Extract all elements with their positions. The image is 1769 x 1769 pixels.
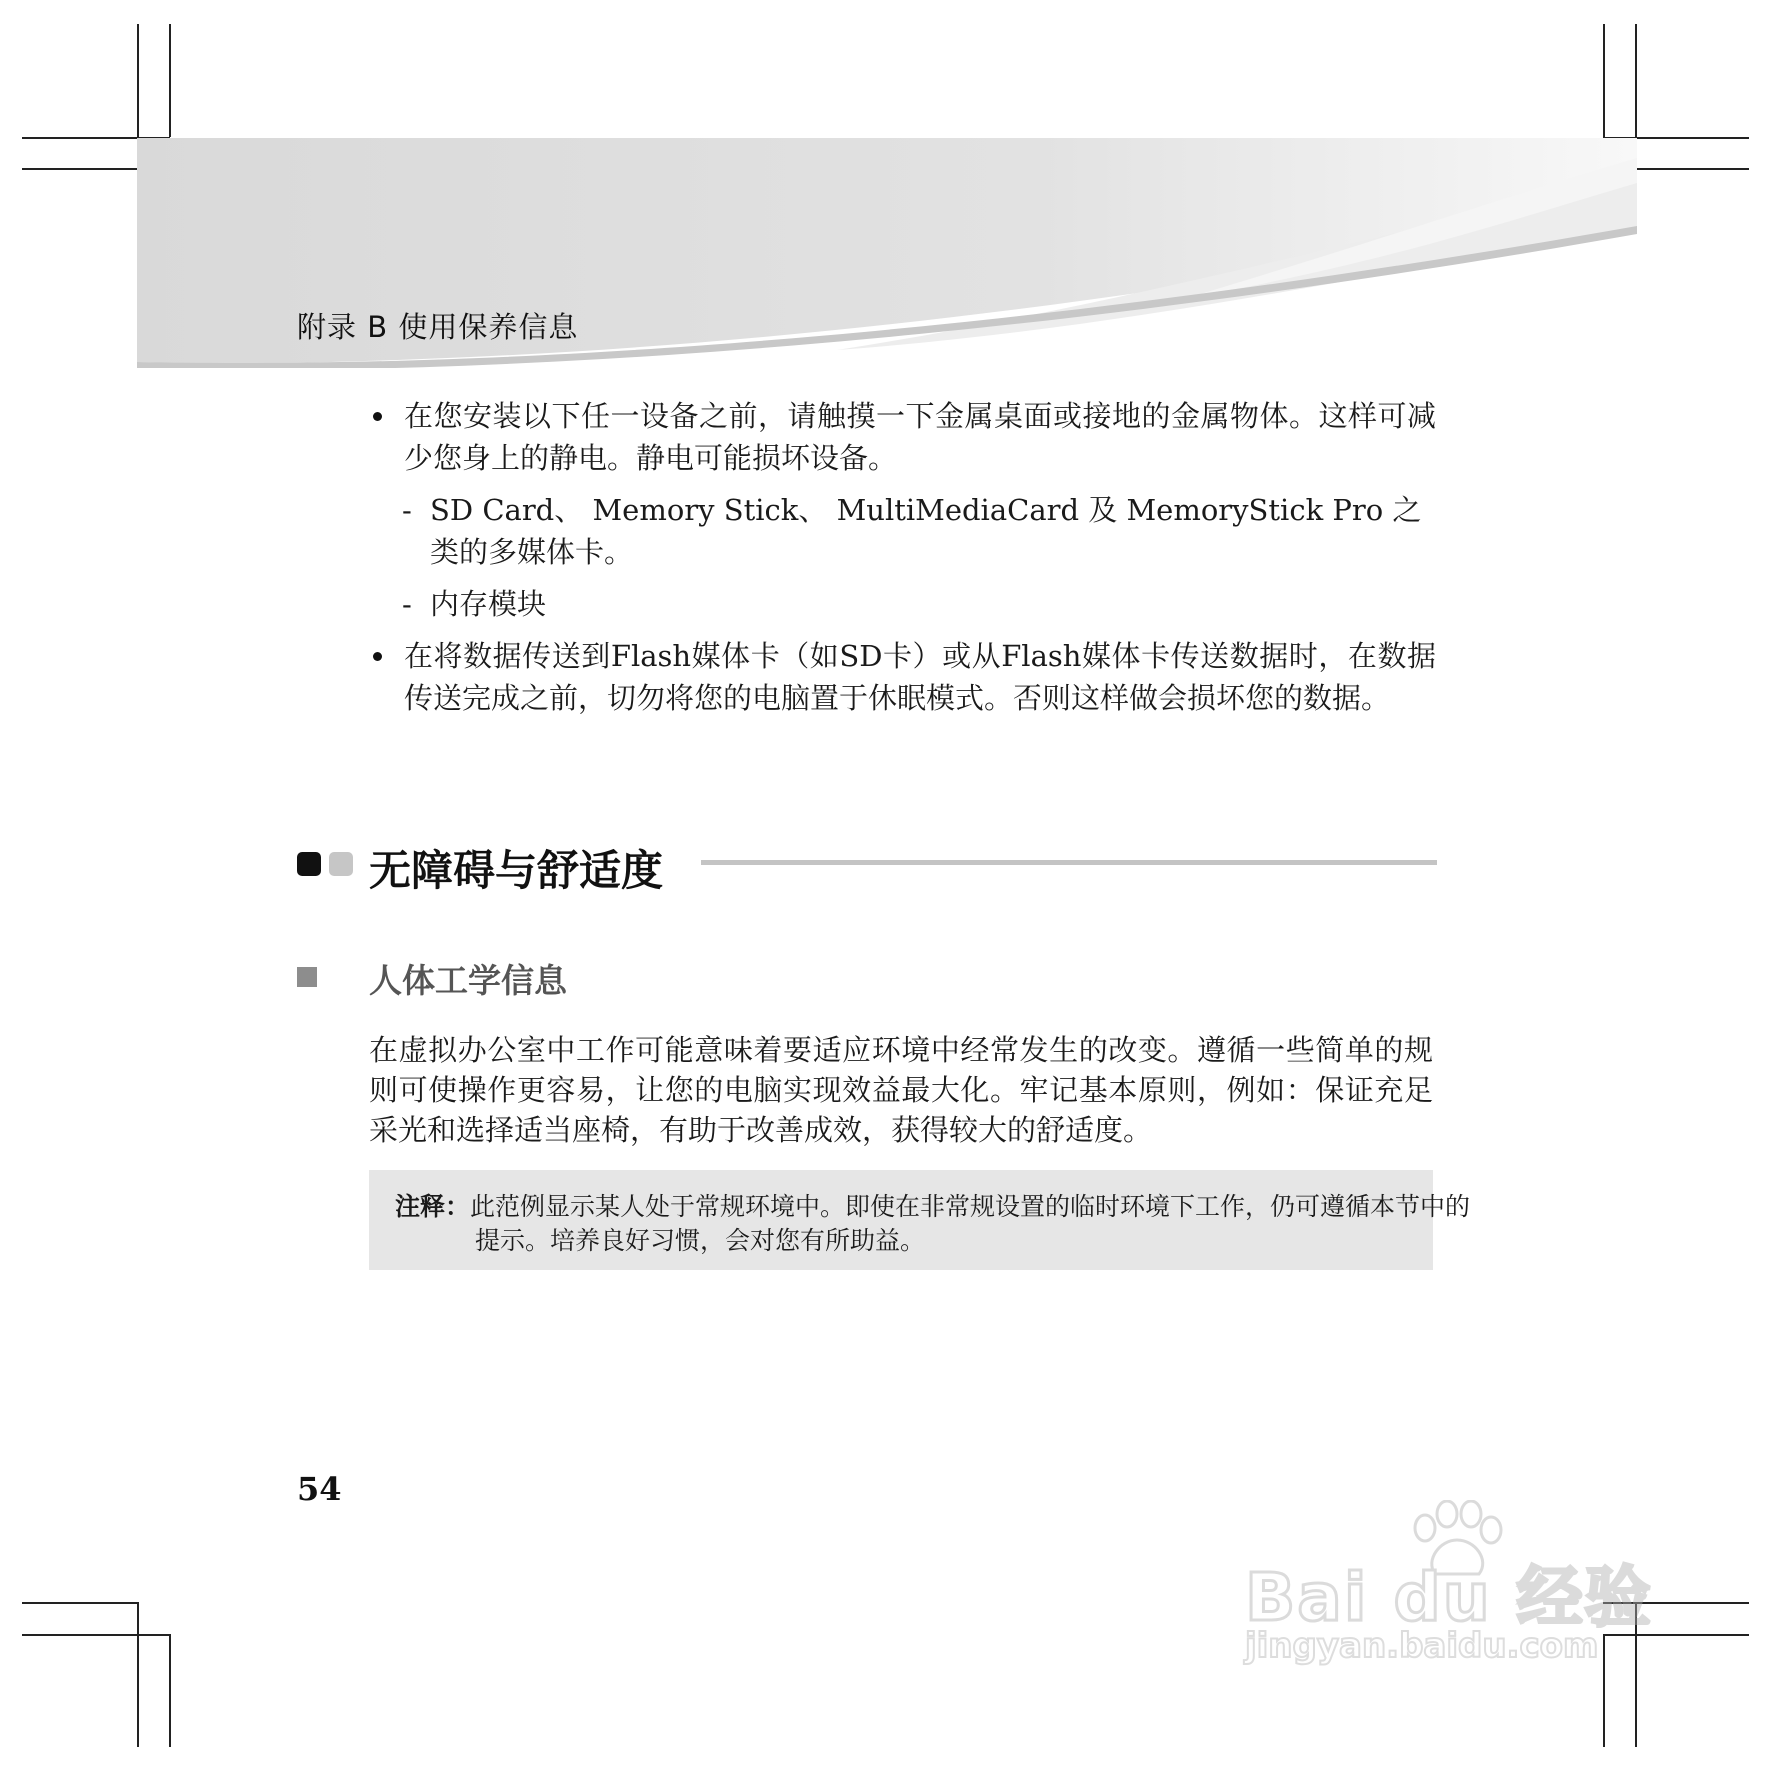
crop-mark bbox=[169, 24, 171, 137]
sub-list-item bbox=[366, 489, 1436, 573]
baidu-watermark bbox=[1245, 1500, 1675, 1680]
watermark-url: jingyan.baidu.com bbox=[1245, 1626, 1599, 1666]
note-box bbox=[369, 1170, 1471, 1270]
list-item-text: 在将数据传送到Flash媒体卡（如SD卡）或从Flash媒体卡传送数据时，在数据传送完成之前，切勿将您的电脑置于休眠模式。否则这样做会损坏您的数据。 bbox=[404, 639, 1436, 715]
crop-mark bbox=[22, 1634, 170, 1636]
section-heading bbox=[297, 838, 1437, 895]
bullet-list bbox=[366, 395, 1436, 719]
crop-mark bbox=[169, 1634, 171, 1747]
crop-mark bbox=[22, 1602, 138, 1604]
crop-mark bbox=[1635, 168, 1749, 170]
note-text bbox=[395, 1190, 1475, 1258]
black-square-icon bbox=[297, 852, 321, 876]
note-label: 注释： bbox=[395, 1192, 471, 1221]
watermark-logo: Bai du 经验 bbox=[1245, 1559, 1653, 1636]
sub-list-item-text: SD Card、 Memory Stick、 MultiMediaCard 及 MemoryStick Pro 之类的多媒体卡。 bbox=[430, 493, 1422, 569]
crop-mark bbox=[137, 24, 139, 137]
crop-mark bbox=[137, 1602, 139, 1747]
sub-list-item-text: 内存模块 bbox=[430, 587, 547, 621]
crop-mark bbox=[1603, 24, 1605, 137]
bullet-icon bbox=[373, 412, 382, 421]
bullet-icon bbox=[373, 652, 382, 661]
list-item-text: 在您安装以下任一设备之前，请触摸一下金属桌面或接地的金属物体。这样可减少您身上的静电。静电可能损坏设备。 bbox=[404, 399, 1436, 475]
subsection-title: 人体工学信息 bbox=[369, 961, 567, 1000]
grey-square-icon bbox=[329, 852, 353, 876]
section-rule bbox=[701, 860, 1437, 865]
sub-list-item bbox=[366, 583, 1436, 625]
body-paragraph: 在虚拟办公室中工作可能意味着要适应环境中经常发生的改变。遵循一些简单的规则可使操作更容易，让您的电脑实现效益最大化。牢记基本原则，例如：保证充足采光和选择适当座椅，有助于改善成效，获得较大的舒适度。 bbox=[369, 1033, 1433, 1147]
dash-icon: - bbox=[402, 493, 412, 527]
square-bullet-icon bbox=[297, 967, 317, 987]
list-item bbox=[366, 395, 1436, 479]
note-body: 此范例显示某人处于常规环境中。即使在非常规设置的临时环境下工作，仍可遵循本节中的提示。培养良好习惯，会对您有所助益。 bbox=[470, 1192, 1471, 1255]
crop-mark bbox=[22, 168, 138, 170]
subsection-heading bbox=[297, 955, 897, 999]
page-number: 54 bbox=[297, 1470, 342, 1508]
section-title: 无障碍与舒适度 bbox=[369, 846, 664, 895]
list-item bbox=[366, 635, 1436, 719]
running-header: 附录 B 使用保养信息 bbox=[297, 310, 579, 344]
dash-icon: - bbox=[402, 587, 412, 621]
